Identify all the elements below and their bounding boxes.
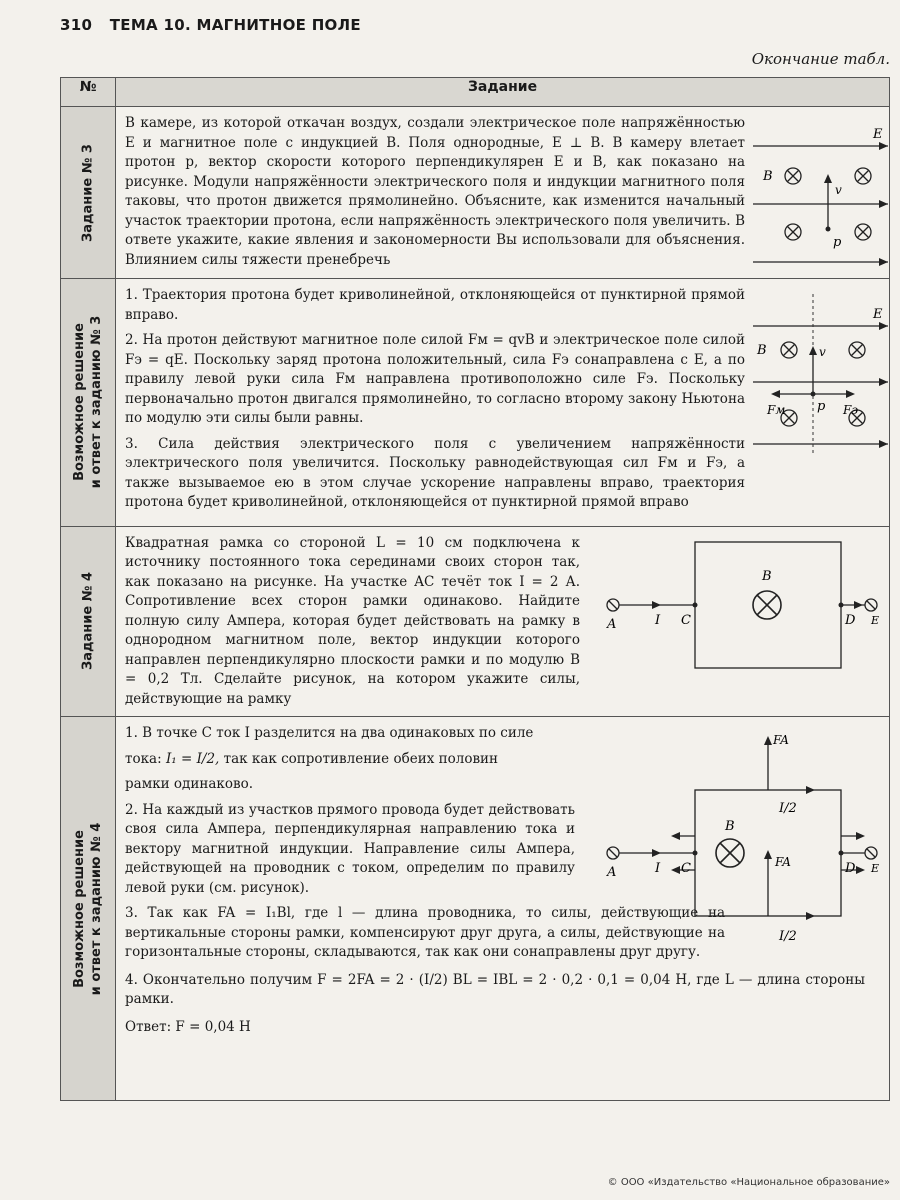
solution3-fig-label-B: B [757, 343, 767, 358]
solution4-label-line1: Возможное решение [72, 829, 87, 988]
solution3-fig-label-v: v [819, 345, 826, 359]
column-number-header: № [61, 78, 116, 107]
solution4-p1b-prefix: тока: [125, 750, 162, 767]
column-task-header: Задание [116, 78, 890, 107]
task3-figure [753, 114, 893, 274]
task3-label-cell [61, 107, 116, 279]
solution4-p1c: рамки одинаково. [125, 776, 253, 792]
solution4-fig-label-A: A [607, 865, 617, 880]
solution4-fig-label-I: I [655, 861, 661, 876]
task4-fig-label-E: E [871, 613, 880, 627]
solution4-fig-label-half-top: I/2 [779, 801, 797, 816]
task4-text: Квадратная рамка со стороной L = 10 см подключена к источнику постоянного тока серединами своих сторон так, как показано на рисунке. На участке AC течёт ток I = 2 А. Сопротивление всех сторон рамки одинаково. Найдите полную силу Ампера, которая будет действовать на рамку в однородном магнитном поле, вектор индукции которого направлен перпендикулярно плоскости рамки и по модулю B = 0,2 Тл. Сделайте рисунок, на котором укажите силы, действующие на рамку [125, 534, 580, 707]
solution3-label-cell [61, 279, 116, 527]
solution3-label-line1: Возможное решение [72, 323, 87, 482]
solution4-p2: 2. На каждый из участков прямого провода будет действовать своя сила Ампера, перпендикулярная направлению тока и вектору магнитной индукции. Направление силы Ампера, действующей на проводник с током, определим по правилу левой руки (см. рисунок). [125, 801, 575, 896]
task4-content-cell [116, 526, 890, 717]
solution3-p2: 2. На протон действуют магнитное поле силой Fм = qvB и электрическое поле силой Fэ = qE. Поскольку заряд протона положительный, сила Fэ сонаправлена с E, а по правилу левой руки сила Fм направлена противоположно силе Fэ. Поскольку первоначально протон двигался прямолинейно, то согласно второму закону Ньютона по модулю эти силы были равны. [125, 332, 745, 426]
solution4-p1b-formula: I₁ = I/2, [165, 750, 220, 767]
task4-fig-label-D: D [845, 612, 856, 628]
solution3-fig-label-p: p [817, 399, 826, 414]
task3-fig-label-v: v [835, 183, 842, 197]
task4-fig-label-I: I [655, 612, 661, 628]
solution4-label-line2: и ответ к заданию № 4 [89, 822, 104, 995]
task-table [60, 77, 890, 1101]
task4-figure [595, 538, 885, 688]
task3-fig-label-B: B [763, 169, 773, 184]
task4-row [61, 526, 890, 717]
solution3-fig-label-E: E [873, 307, 883, 322]
page-number: 310 [60, 16, 93, 34]
task3-text: В камере, из которой откачан воздух, создали электрическое поле напряжённостью E и магнитное поле с индукцией B. Поля однородные, E ⊥ B. В камеру влетает протон p, вектор скорости которого перпендикулярен E и B, как показано на рисунке. Модули напряжённости электрического поля и индукции магнитного поля таковы, что протон движется прямолинейно. Объясните, как изменится начальный участок траектории протона, если напряжённость электрического поля увеличить. В ответе укажите, какие явления и закономерности Вы использовали для объяснения. Влиянием силы тяжести пренебречь [125, 115, 745, 268]
solution4-fig-label-D: D [845, 861, 856, 876]
solution3-fig-label-Fe: Fэ [843, 403, 859, 417]
page-header [60, 16, 880, 42]
solution3-figure [753, 294, 893, 454]
task4-fig-label-A: A [607, 616, 617, 632]
task3-fig-label-E: E [873, 127, 883, 142]
task3-label: Задание № 3 [80, 143, 96, 242]
solution4-fig-label-half-bottom: I/2 [779, 929, 797, 944]
solution4-content-cell [116, 717, 890, 1101]
table-header-row [61, 78, 890, 107]
task4-fig-label-B: B [762, 568, 772, 584]
copyright-footer: © ООО «Издательство «Национальное образование» [607, 1177, 890, 1188]
table-continuation-note: Окончание табл. [751, 50, 890, 68]
solution4-p1b-suffix: так как сопротивление обеих половин [223, 750, 499, 767]
solution4-fig-label-E: E [871, 862, 880, 875]
solution3-label-line2: и ответ к заданию № 3 [89, 315, 104, 489]
task4-label-cell [61, 526, 116, 717]
task4-fig-label-C: C [681, 612, 691, 628]
solution3-row [61, 279, 890, 527]
solution4-fig-label-B: B [725, 819, 735, 834]
task4-label: Задание № 4 [80, 572, 96, 671]
solution4-p3: 3. Так как FA = I₁Bl, где l — длина проводника, то силы, действующие на вертикальные стороны рамки, компенсируют друг друга, а силы, действующие на горизонтальные стороны, складываются, так как они сонаправлены друг другу. [125, 905, 725, 960]
solution3-fig-label-Fm: Fм [767, 403, 786, 417]
solution4-label-cell [61, 717, 116, 1101]
chapter-title: ТЕМА 10. МАГНИТНОЕ ПОЛЕ [109, 16, 361, 34]
solution4-label [71, 822, 105, 995]
solution3-label [71, 316, 105, 489]
solution4-row [61, 717, 890, 1101]
task3-fig-label-p: p [833, 235, 842, 250]
solution4-p1b [125, 750, 575, 770]
solution4-p1a: 1. В точке C ток I разделится на два одинаковых по силе [125, 725, 534, 741]
solution3-p1: 1. Траектория протона будет криволинейной, отклоняющейся от пунктирной прямой вправо. [125, 287, 745, 323]
solution3-p3: 3. Сила действия электрического поля с увеличением напряжённости электрического поля увеличится. Поскольку равнодействующая сил Fм и Fэ, а также вызываемое ею в этом случае ускорение направлены вправо, траектория протона будет криволинейной, отклоняющейся от пунктирной прямой вправо [125, 435, 745, 510]
solution3-content-cell [116, 279, 890, 527]
solution4-figure [595, 726, 885, 956]
task3-content-cell [116, 107, 890, 279]
solution4-fig-label-FA-mid: FA [775, 855, 791, 869]
solution4-answer: Ответ: F = 0,04 Н [125, 1018, 251, 1035]
solution4-p4: 4. Окончательно получим F = 2FA = 2 · (I/2) BL = IBL = 2 · 0,2 · 0,1 = 0,04 Н, где L — длина стороны рамки. [125, 971, 865, 1007]
solution4-fig-label-FA-top: FA [773, 733, 789, 747]
task3-row [61, 107, 890, 279]
solution4-fig-label-C: C [681, 861, 691, 876]
